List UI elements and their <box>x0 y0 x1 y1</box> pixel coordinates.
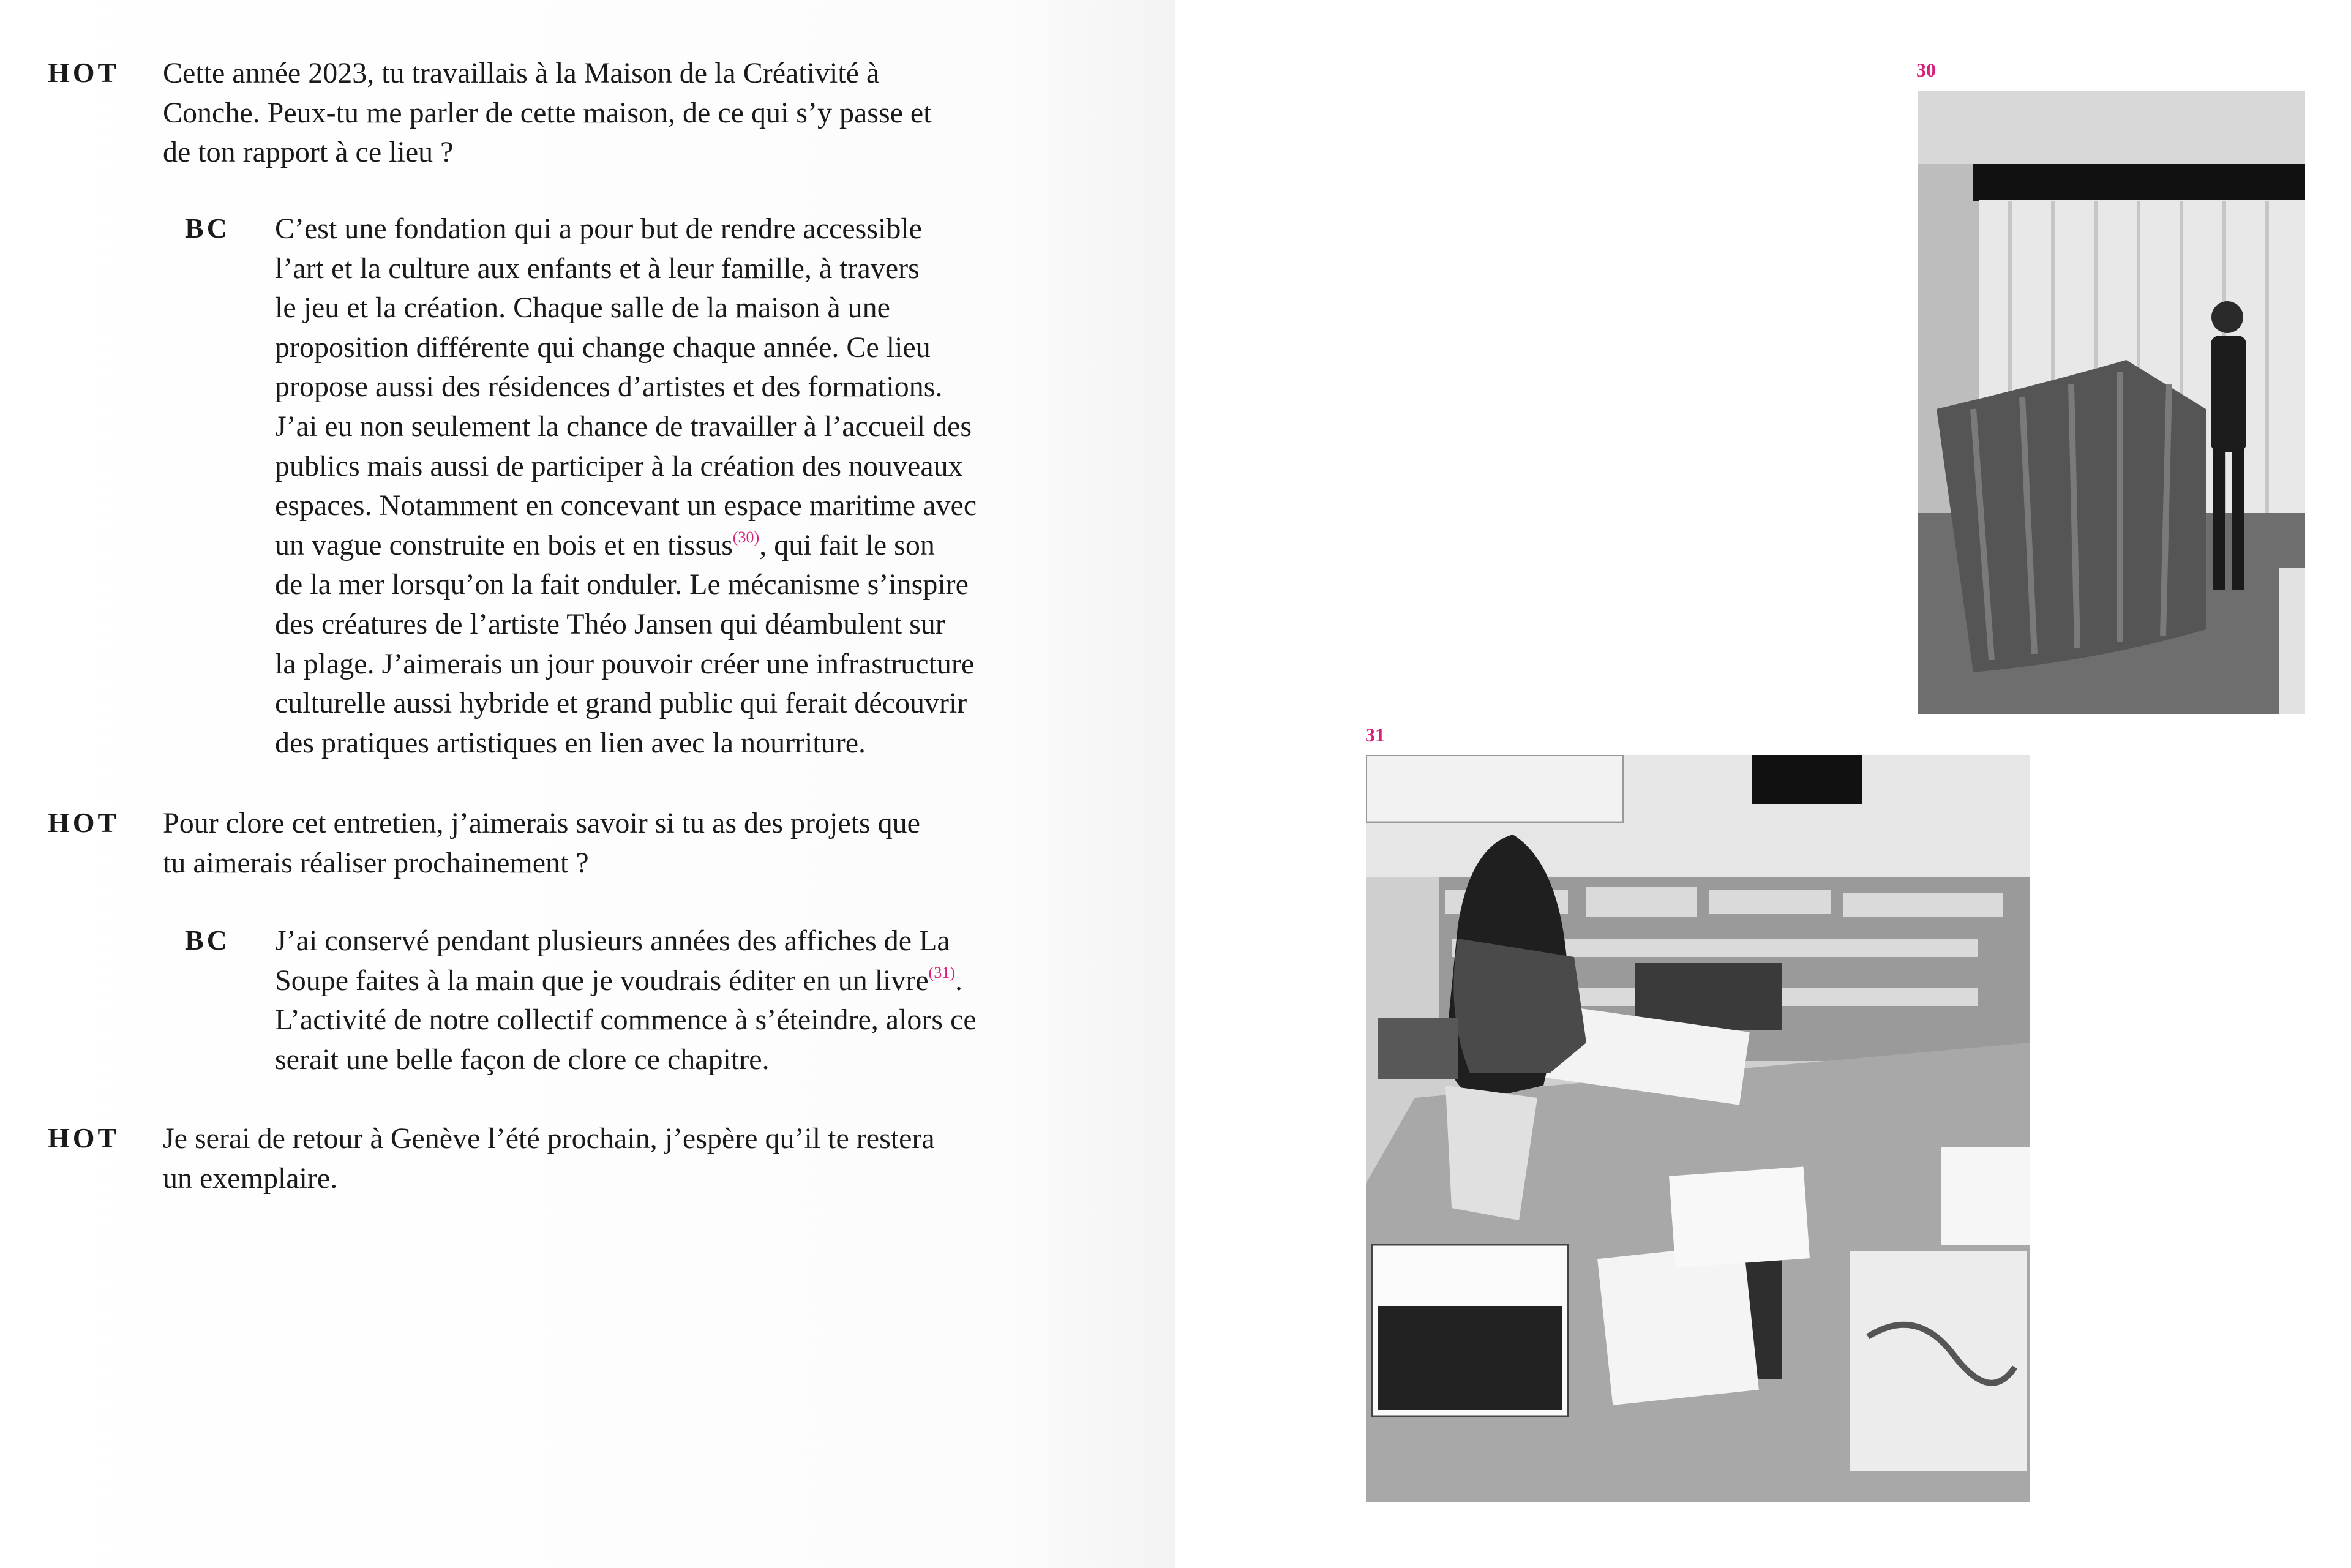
question-text: Cette année 2023, tu travaillais à la Maison de la Créativité à Conche. Peux-tu me parler de cette maison, de ce qui s’y passe et de ton rapport à ce lieu ? <box>163 57 932 169</box>
speaker-label: BC <box>185 212 230 244</box>
speaker-label: HOT <box>48 807 120 838</box>
figure-31-number: 31 <box>1365 724 1385 746</box>
figure-30-number: 30 <box>1916 59 1936 81</box>
speaker-label: HOT <box>48 57 120 88</box>
question-text: Pour clore cet entretien, j’aimerais savoir si tu as des projets que tu aimerais réaliser prochainement ? <box>163 807 920 879</box>
answer-text: C’est une fondation qui a pour but de rendre accessible l’art et la culture aux enfants et à leur famille, à travers le jeu et la création. Chaque salle de la maison à une proposition différente qui change chaque année. Ce lieu propose aussi des résidences d’artistes et des formations. J’ai eu non seulement la chance de travailler à l’accueil des publics mais aussi de participer à la création des nouveaux espaces. Notamment en concevant un espace maritime avec un vague construite en bois et en tissus$^{(30)}$, qui fait le son de la mer lorsqu’on la fait onduler. Le mécanisme s’inspire des créatures de l’artiste Théo Jansen qui déambulent sur la plage. J’aimerais un jour pouvoir créer une infrastructure culturelle aussi hybride et grand public qui ferait découvrir des pratiques artistiques en lien avec la nourriture. <box>275 212 977 759</box>
answer-text: J’ai conservé pendant plusieurs années des affiches de La Soupe faites à la main que je voudrais éditer en un livre$^{(31)}$. L’activité de notre collectif commence à s’éteindre, alors ce serait une belle façon de clore ce chapitre. <box>275 925 977 1076</box>
question-text: Je serai de retour à Genève l’été prochain, j’espère qu’il te restera un exemplaire. <box>163 1122 935 1195</box>
speaker-label: HOT <box>48 1122 120 1153</box>
footnote-ref-31: (31) <box>928 963 955 981</box>
workshop-table-image <box>1366 755 2030 1502</box>
wave-installation-image <box>1918 91 2305 714</box>
speaker-label: BC <box>185 925 230 956</box>
figure-31-photo <box>1366 755 2030 1502</box>
footnote-ref-30: (30) <box>732 528 760 546</box>
figure-30-photo <box>1918 91 2305 714</box>
